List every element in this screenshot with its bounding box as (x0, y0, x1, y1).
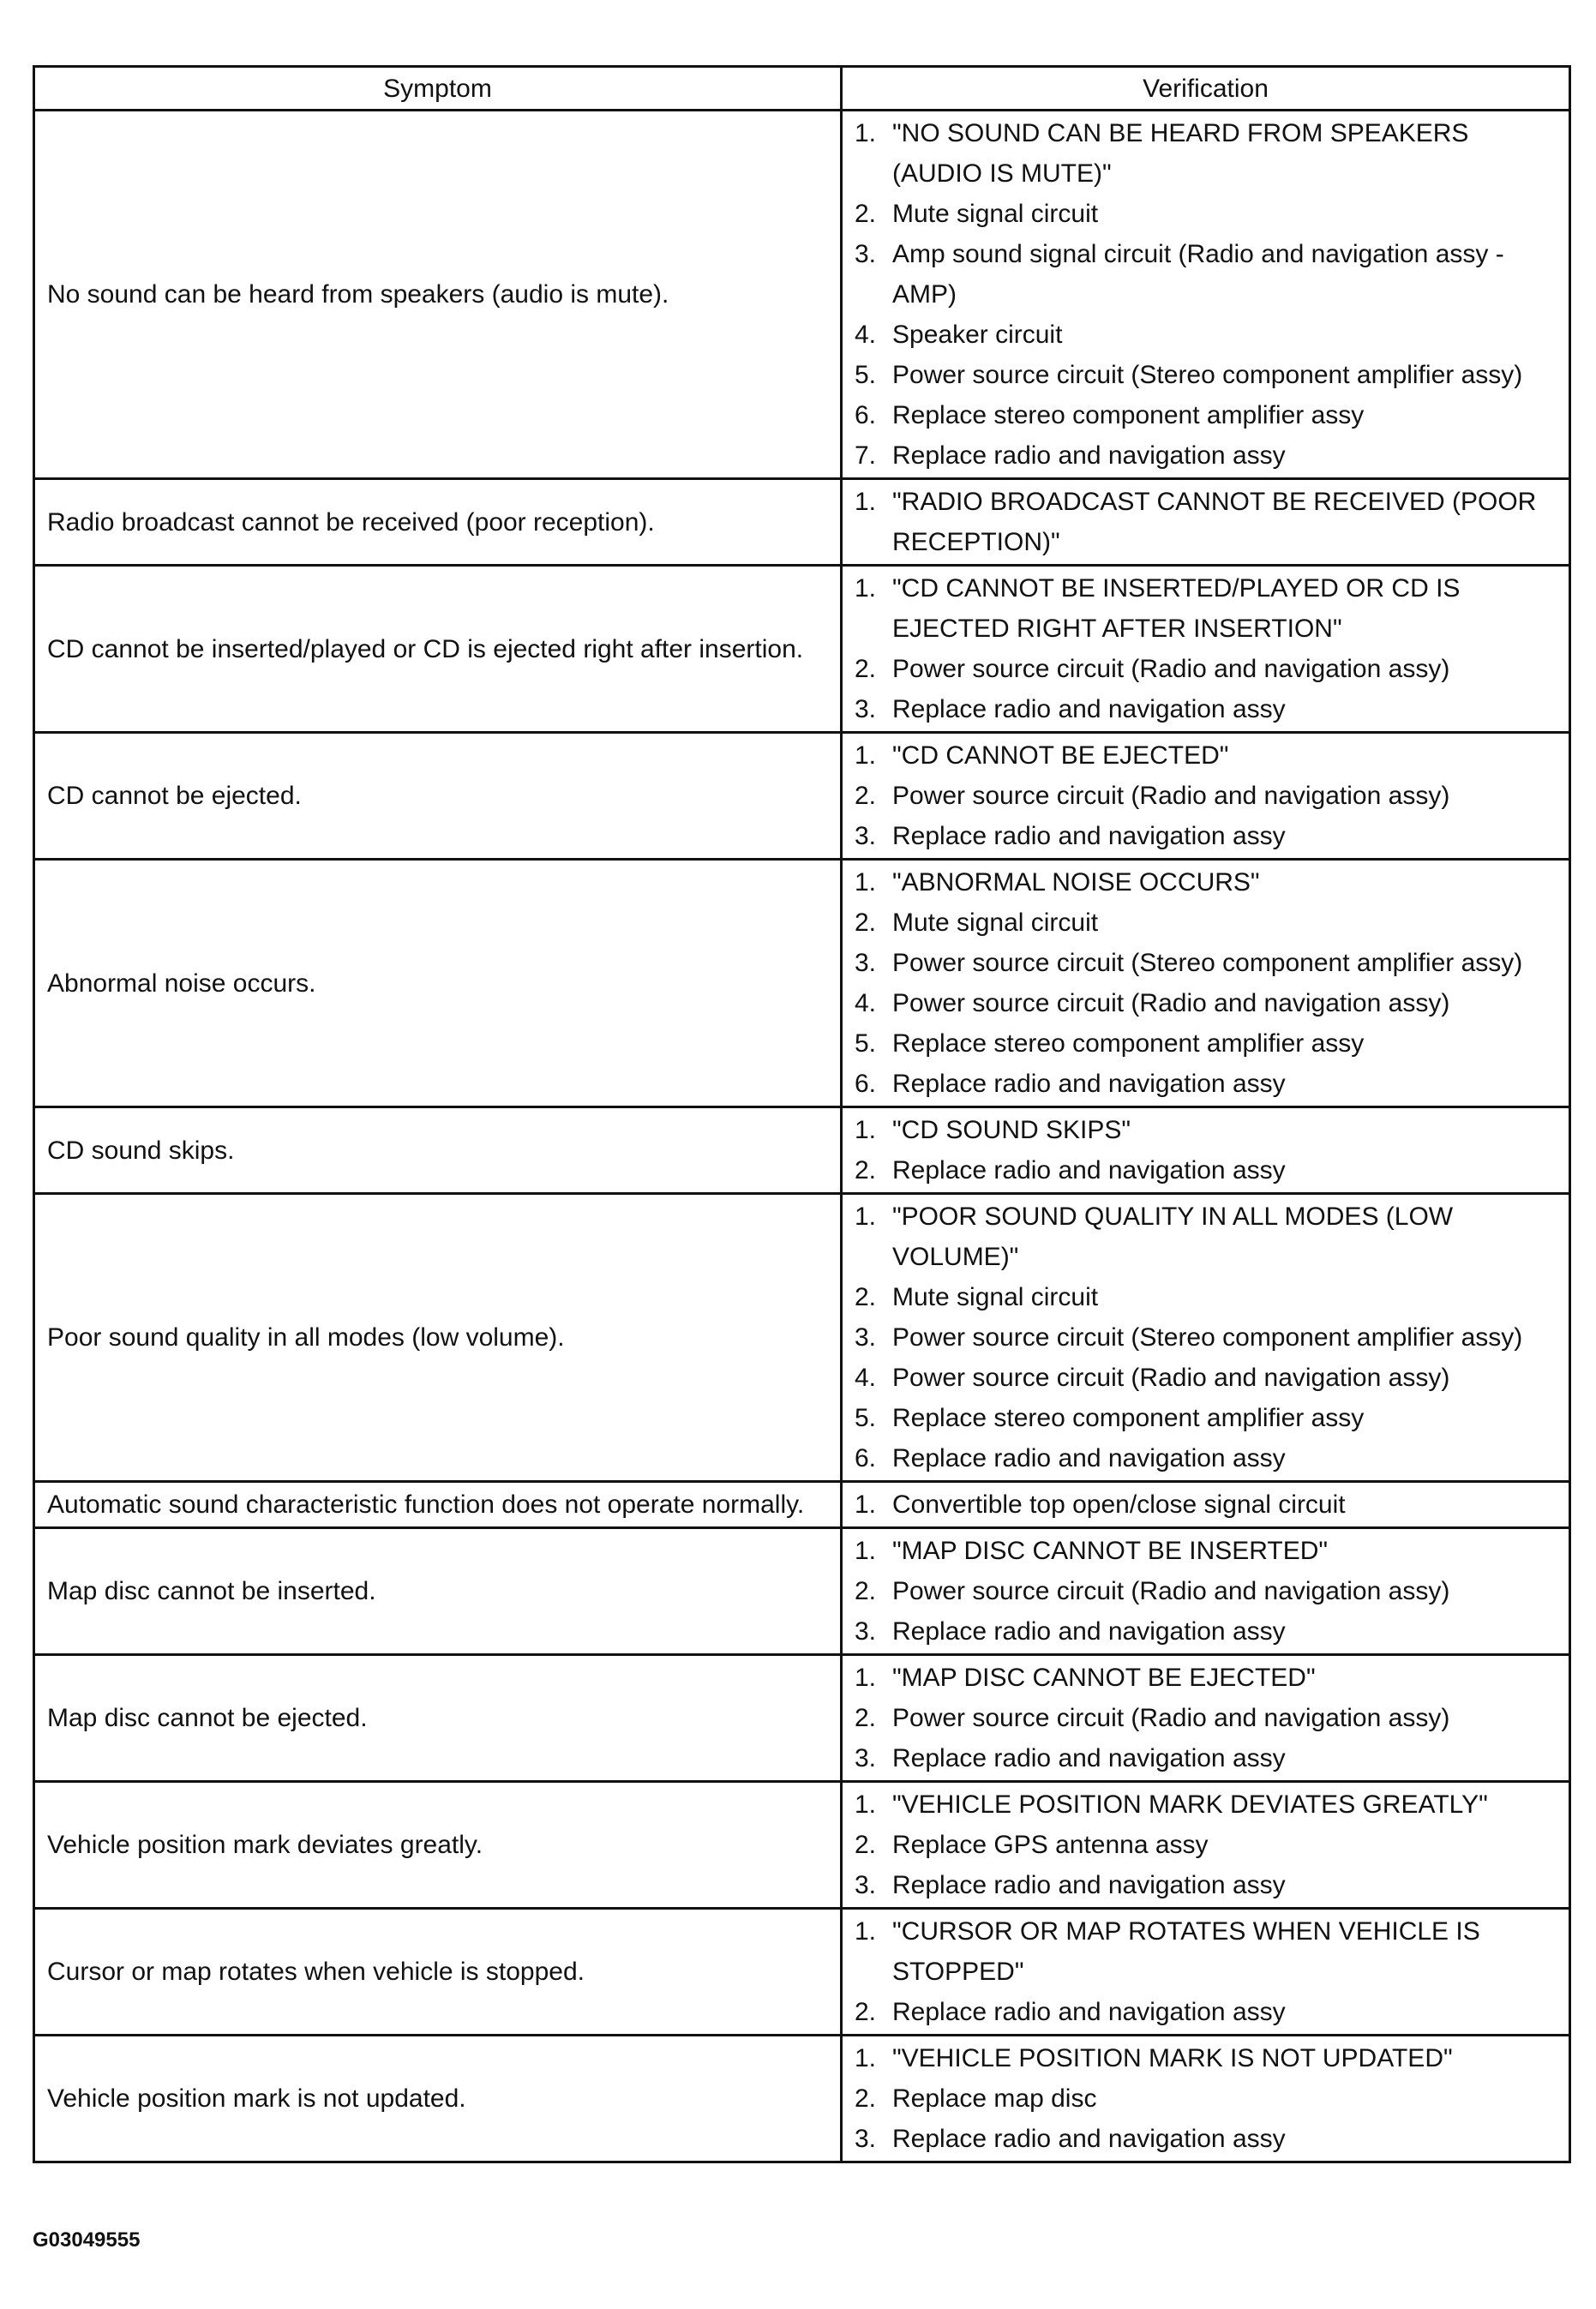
verification-steps (855, 735, 1557, 856)
step-text: Power source circuit (Radio and navigation assy) (892, 1704, 1450, 1732)
verification-step (855, 1865, 1557, 1905)
step-number: 1. (855, 1490, 877, 1519)
verification-step (855, 234, 1557, 315)
table-row (34, 566, 1570, 733)
verification-step (855, 862, 1557, 903)
verification-steps (855, 113, 1557, 476)
verification-step (855, 1571, 1557, 1611)
step-text: Replace stereo component amplifier assy (892, 401, 1365, 429)
step-number: 3. (855, 1323, 877, 1352)
step-text: Amp sound signal circuit (Radio and navigation assy - AMP) (892, 240, 1504, 309)
verification-step (855, 1358, 1557, 1398)
step-number: 4. (855, 1364, 877, 1392)
figure-id: G03049555 (33, 2228, 141, 2252)
verification-step (855, 1064, 1557, 1104)
verification-cell (842, 1782, 1570, 1909)
step-number: 2. (855, 1577, 877, 1605)
step-number: 1. (855, 119, 877, 147)
step-number: 1. (855, 574, 877, 603)
step-text: "VEHICLE POSITION MARK IS NOT UPDATED" (892, 2044, 1453, 2072)
verification-cell (842, 1482, 1570, 1528)
step-text: Power source circuit (Stereo component amplifier assy) (892, 361, 1523, 389)
verification-step (855, 1825, 1557, 1865)
verification-step (855, 1110, 1557, 1150)
step-number: 2. (855, 909, 877, 937)
table-row (34, 1107, 1570, 1194)
step-text: Power source circuit (Radio and navigation assy) (892, 1364, 1450, 1392)
step-text: Replace radio and navigation assy (892, 822, 1286, 850)
verification-step (855, 395, 1557, 435)
verification-step (855, 1277, 1557, 1317)
step-number: 2. (855, 1831, 877, 1859)
verification-step (855, 1150, 1557, 1190)
verification-step (855, 689, 1557, 729)
table-header-row (34, 67, 1570, 111)
symptom-cell: Radio broadcast cannot be received (poor reception). (34, 479, 842, 566)
verification-step (855, 1438, 1557, 1478)
step-number: 3. (855, 240, 877, 268)
verification-step (855, 1398, 1557, 1438)
symptom-cell: CD sound skips. (34, 1107, 842, 1194)
verification-step (855, 1317, 1557, 1358)
verification-step (855, 568, 1557, 649)
table-row (34, 479, 1570, 566)
step-number: 5. (855, 1029, 877, 1058)
step-text: "NO SOUND CAN BE HEARD FROM SPEAKERS (AUDIO IS MUTE)" (892, 119, 1469, 188)
step-number: 3. (855, 1744, 877, 1772)
step-text: Power source circuit (Radio and navigation assy) (892, 1577, 1450, 1605)
verification-step (855, 816, 1557, 856)
step-text: "CURSOR OR MAP ROTATES WHEN VEHICLE IS STOPPED" (892, 1917, 1480, 1986)
verification-step (855, 1611, 1557, 1652)
step-number: 5. (855, 1404, 877, 1432)
document-page (33, 65, 1569, 2163)
step-text: Speaker circuit (892, 321, 1063, 349)
verification-cell (842, 1194, 1570, 1482)
step-number: 1. (855, 1917, 877, 1946)
table-row (34, 111, 1570, 479)
verification-step (855, 983, 1557, 1023)
step-text: "MAP DISC CANNOT BE EJECTED" (892, 1664, 1316, 1692)
step-number: 7. (855, 441, 877, 470)
step-text: Replace radio and navigation assy (892, 1070, 1286, 1098)
step-text: Replace radio and navigation assy (892, 1744, 1286, 1772)
step-text: Replace stereo component amplifier assy (892, 1404, 1365, 1432)
verification-step (855, 2078, 1557, 2119)
step-text: Power source circuit (Radio and navigation assy) (892, 782, 1450, 810)
symptom-cell: Map disc cannot be ejected. (34, 1655, 842, 1782)
verification-steps (855, 1196, 1557, 1478)
step-number: 6. (855, 1070, 877, 1098)
verification-cell (842, 2036, 1570, 2162)
symptom-table (33, 65, 1571, 2163)
step-number: 3. (855, 949, 877, 977)
verification-steps (855, 1531, 1557, 1652)
step-text: Replace radio and navigation assy (892, 1156, 1286, 1184)
verification-step (855, 1023, 1557, 1064)
step-number: 1. (855, 1790, 877, 1819)
verification-step (855, 1531, 1557, 1571)
step-number: 1. (855, 1202, 877, 1231)
step-text: Power source circuit (Stereo component amplifier assy) (892, 949, 1523, 977)
step-number: 6. (855, 1444, 877, 1472)
verification-step (855, 2038, 1557, 2078)
verification-steps (855, 1484, 1557, 1525)
verification-cell (842, 860, 1570, 1107)
table-row (34, 1909, 1570, 2036)
step-number: 2. (855, 200, 877, 228)
table-row (34, 2036, 1570, 2162)
verification-step (855, 649, 1557, 689)
verification-step (855, 2119, 1557, 2159)
step-text: Replace stereo component amplifier assy (892, 1029, 1365, 1058)
step-text: Mute signal circuit (892, 909, 1099, 937)
verification-cell (842, 479, 1570, 566)
verification-step (855, 315, 1557, 355)
verification-cell (842, 1909, 1570, 2036)
step-text: "MAP DISC CANNOT BE INSERTED" (892, 1537, 1329, 1565)
step-text: "CD CANNOT BE EJECTED" (892, 741, 1229, 770)
table-row (34, 1194, 1570, 1482)
step-text: Replace radio and navigation assy (892, 1444, 1286, 1472)
table-body (34, 111, 1570, 2162)
step-text: Power source circuit (Stereo component amplifier assy) (892, 1323, 1523, 1352)
verification-steps (855, 1911, 1557, 2032)
step-number: 3. (855, 822, 877, 850)
verification-step (855, 1911, 1557, 1992)
step-text: Replace radio and navigation assy (892, 1871, 1286, 1899)
symptom-cell: No sound can be heard from speakers (audio is mute). (34, 111, 842, 479)
step-number: 1. (855, 488, 877, 516)
step-text: "POOR SOUND QUALITY IN ALL MODES (LOW VOLUME)" (892, 1202, 1454, 1271)
verification-step (855, 943, 1557, 983)
verification-column-header: Verification (842, 67, 1570, 111)
table-row (34, 1528, 1570, 1655)
step-number: 2. (855, 655, 877, 683)
verification-step (855, 1992, 1557, 2032)
step-number: 1. (855, 1537, 877, 1565)
step-number: 4. (855, 321, 877, 349)
step-text: "RADIO BROADCAST CANNOT BE RECEIVED (POOR RECEPTION)" (892, 488, 1537, 556)
verification-step (855, 355, 1557, 395)
step-number: 4. (855, 989, 877, 1017)
table-row (34, 1655, 1570, 1782)
step-number: 1. (855, 2044, 877, 2072)
symptom-cell: Vehicle position mark deviates greatly. (34, 1782, 842, 1909)
step-number: 1. (855, 741, 877, 770)
step-number: 3. (855, 2125, 877, 2153)
verification-steps (855, 568, 1557, 729)
step-text: "VEHICLE POSITION MARK DEVIATES GREATLY" (892, 1790, 1488, 1819)
verification-step (855, 1738, 1557, 1778)
symptom-cell: Vehicle position mark is not updated. (34, 2036, 842, 2162)
step-number: 2. (855, 1283, 877, 1311)
verification-step (855, 435, 1557, 476)
verification-cell (842, 1655, 1570, 1782)
symptom-cell: Automatic sound characteristic function does not operate normally. (34, 1482, 842, 1528)
step-text: Mute signal circuit (892, 200, 1099, 228)
verification-step (855, 482, 1557, 562)
step-text: Replace radio and navigation assy (892, 1998, 1286, 2026)
step-number: 1. (855, 1664, 877, 1692)
step-number: 3. (855, 1871, 877, 1899)
verification-step (855, 1196, 1557, 1277)
step-text: "CD CANNOT BE INSERTED/PLAYED OR CD IS EJECTED RIGHT AFTER INSERTION" (892, 574, 1461, 643)
verification-steps (855, 862, 1557, 1104)
verification-step (855, 1784, 1557, 1825)
verification-cell (842, 1528, 1570, 1655)
step-text: "CD SOUND SKIPS" (892, 1116, 1131, 1144)
table-row (34, 733, 1570, 860)
step-text: "ABNORMAL NOISE OCCURS" (892, 868, 1260, 897)
verification-step (855, 1484, 1557, 1525)
step-text: Power source circuit (Radio and navigation assy) (892, 655, 1450, 683)
step-number: 2. (855, 1704, 877, 1732)
verification-steps (855, 1658, 1557, 1778)
verification-step (855, 1658, 1557, 1698)
step-number: 2. (855, 2084, 877, 2113)
verification-cell (842, 1107, 1570, 1194)
table-row (34, 1782, 1570, 1909)
step-text: Replace radio and navigation assy (892, 2125, 1286, 2153)
step-number: 6. (855, 401, 877, 429)
verification-step (855, 776, 1557, 816)
symptom-cell: CD cannot be ejected. (34, 733, 842, 860)
verification-cell (842, 566, 1570, 733)
verification-step (855, 113, 1557, 194)
step-number: 2. (855, 1156, 877, 1184)
step-number: 2. (855, 1998, 877, 2026)
step-text: Replace radio and navigation assy (892, 1617, 1286, 1646)
verification-step (855, 194, 1557, 234)
step-text: Replace GPS antenna assy (892, 1831, 1209, 1859)
verification-steps (855, 2038, 1557, 2159)
verification-step (855, 903, 1557, 943)
step-text: Convertible top open/close signal circuit (892, 1490, 1346, 1519)
step-text: Replace radio and navigation assy (892, 441, 1286, 470)
table-row (34, 1482, 1570, 1528)
verification-steps (855, 1110, 1557, 1190)
step-number: 1. (855, 1116, 877, 1144)
verification-steps (855, 482, 1557, 562)
symptom-cell: Cursor or map rotates when vehicle is stopped. (34, 1909, 842, 2036)
symptom-cell: CD cannot be inserted/played or CD is ejected right after insertion. (34, 566, 842, 733)
verification-steps (855, 1784, 1557, 1905)
step-number: 3. (855, 1617, 877, 1646)
step-number: 2. (855, 782, 877, 810)
step-text: Power source circuit (Radio and navigation assy) (892, 989, 1450, 1017)
step-text: Replace radio and navigation assy (892, 695, 1286, 723)
verification-cell (842, 111, 1570, 479)
verification-cell (842, 733, 1570, 860)
verification-step (855, 735, 1557, 776)
step-number: 5. (855, 361, 877, 389)
step-text: Mute signal circuit (892, 1283, 1099, 1311)
symptom-cell: Map disc cannot be inserted. (34, 1528, 842, 1655)
step-text: Replace map disc (892, 2084, 1097, 2113)
symptom-column-header: Symptom (34, 67, 842, 111)
step-number: 1. (855, 868, 877, 897)
symptom-cell: Poor sound quality in all modes (low volume). (34, 1194, 842, 1482)
symptom-cell: Abnormal noise occurs. (34, 860, 842, 1107)
step-number: 3. (855, 695, 877, 723)
table-row (34, 860, 1570, 1107)
verification-step (855, 1698, 1557, 1738)
